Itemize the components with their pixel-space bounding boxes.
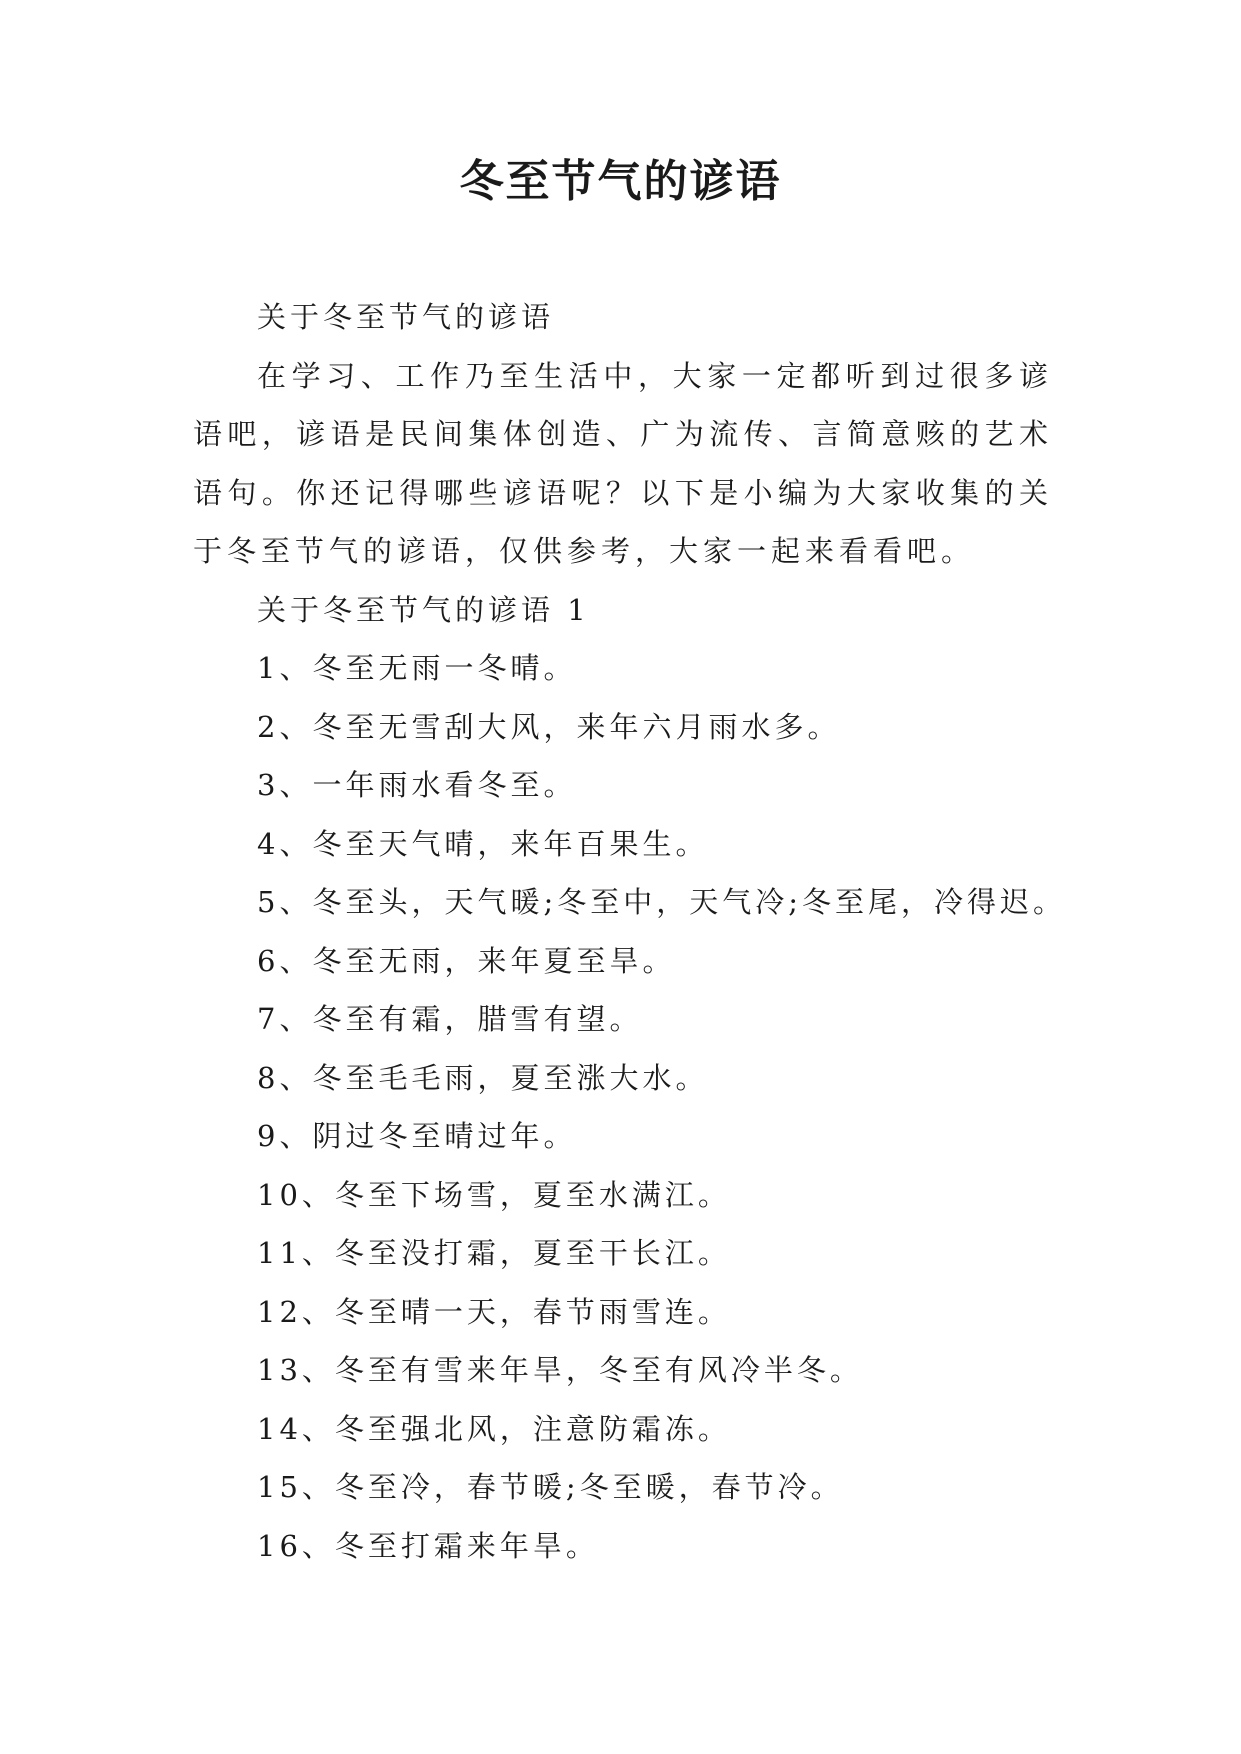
proverb-item: 1、冬至无雨一冬晴。 [257, 651, 577, 685]
proverb-item: 15、冬至冷，春节暖;冬至暖，春节冷。 [257, 1470, 844, 1504]
proverb-item: 8、冬至毛毛雨，夏至涨大水。 [257, 1060, 709, 1095]
proverb-item: 12、冬至晴一天，春节雨雪连。 [257, 1294, 731, 1329]
proverb-item: 9、阴过冬至晴过年。 [257, 1119, 577, 1153]
proverb-item: 2、冬至无雪刮大风，来年六月雨水多。 [257, 709, 841, 744]
proverb-item: 13、冬至有雪来年旱，冬至有风冷半冬。 [257, 1353, 863, 1387]
proverb-item: 7、冬至有霜，腊雪有望。 [257, 1002, 643, 1036]
document-body [193, 288, 1066, 1575]
proverb-item: 6、冬至无雨，来年夏至旱。 [257, 943, 676, 978]
proverb-item: 10、冬至下场雪，夏至水满江。 [257, 1177, 731, 1212]
proverb-item: 4、冬至天气晴，来年百果生。 [257, 826, 709, 861]
proverb-item: 3、一年雨水看冬至。 [257, 768, 577, 802]
intro-paragraph: 在学习、工作乃至生活中，大家一定都听到过很多谚语吧，谚语是民间集体创造、广为流传、言简意赅的艺术语句。你还记得哪些谚语呢？以下是小编为大家收集的关于冬至节气的谚语，仅供参考，大家一起来看看吧。 [193, 358, 1053, 568]
proverb-item: 14、冬至强北风，注意防霜冻。 [257, 1411, 731, 1446]
proverb-item: 16、冬至打霜来年旱。 [257, 1528, 599, 1563]
proverb-item: 5、冬至头，天气暖;冬至中，天气冷;冬至尾，冷得迟。 [257, 885, 1066, 919]
document-title: 冬至节气的谚语 [459, 156, 782, 207]
subtitle: 关于冬至节气的谚语 [257, 300, 555, 334]
proverb-item: 11、冬至没打霜，夏至干长江。 [257, 1236, 731, 1270]
section-heading: 关于冬至节气的谚语 1 [257, 592, 590, 627]
